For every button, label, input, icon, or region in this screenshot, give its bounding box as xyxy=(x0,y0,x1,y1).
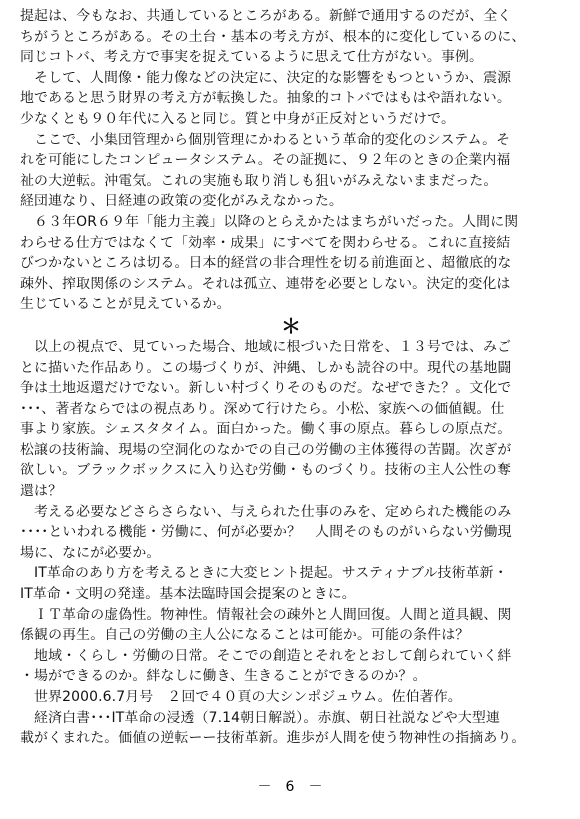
text-line: 少なくとも９０年代に入ると同じ。質と中身が正反対というだけで。 xyxy=(20,110,455,127)
paragraph xyxy=(20,337,562,502)
paragraph xyxy=(20,708,562,749)
text-line: 祉の大逆転。沖電気。これの実施も取り消しも狙いがみえないままだった。 xyxy=(20,172,498,189)
paragraph xyxy=(20,130,562,212)
text-line: ここで、小集団管理から個別管理にかわるという革命的変化のシステム。そ xyxy=(20,131,511,148)
text-line: 地であると思う財界の考え方が転換した。抽象的コトバではもはや語れない。 xyxy=(20,90,511,107)
paragraph xyxy=(20,646,562,687)
text-line: 世界2000.6.7月号 ２回で４０頁の大シンポジュウム。佐伯著作。 xyxy=(20,689,462,705)
paragraph xyxy=(20,6,562,68)
text-block-lower xyxy=(20,337,562,749)
text-line: わらせる仕方ではなくて「効率・成果」にすべてを関わらせる。これに直接結 xyxy=(20,234,511,251)
text-line: 経団連なり、日経連の政策の変化がみえなかった。 xyxy=(20,193,343,210)
text-line: ････といわれる機能・労働に、何が必要か？ 人間そのものがいらない労働現 xyxy=(20,524,512,541)
text-line: 生じていることが見えているか。 xyxy=(20,296,231,313)
text-line: IT革命のあり方を考えるときに大変ヒント提起。サスティナブル技術革新・ xyxy=(20,565,508,582)
text-line: ６３年OR６９年「能力主義」以降のとらえかたはまちがいだった。人間に関 xyxy=(20,213,519,230)
paragraph xyxy=(20,687,562,708)
text-line: びつかないところは切る。日本的経営の非合理性を切る前進面と、超徹底的な xyxy=(20,255,512,272)
paragraph xyxy=(20,68,562,130)
paragraph xyxy=(20,605,562,646)
text-line: 欲しい。ブラックボックスに入り込む労働・ものづくり。技術の主人公性の奪 xyxy=(20,462,512,479)
text-line: れを可能にしたコンピュータシステム。その証拠に、９２年のときの企業内福 xyxy=(20,152,511,169)
section-separator: ＊ xyxy=(281,313,301,338)
text-line: 載がくまれた。価値の逆転ーー技術革新。進歩が人間を使う物神性の指摘あり。 xyxy=(20,730,526,747)
text-line: とに描いた作品あり。この場づくりが、沖縄、しかも読谷の中。現代の基地闘 xyxy=(20,359,512,376)
text-line: 還は？ xyxy=(20,483,63,500)
text-line: ＩＴ革命の虚偽性。物神性。情報社会の疎外と人間回復。人間と道具観、関 xyxy=(20,606,512,623)
text-line: 疎外、搾取関係のシステム。それは孤立、連帯を必要としない。決定的変化は xyxy=(20,275,511,292)
paragraph xyxy=(20,502,562,564)
text-line: 考える必要などさらさらない、与えられた仕事のみを、定められた機能のみ xyxy=(20,503,512,520)
text-line: 以上の視点で、見ていった場合、地域に根づいた日常を、１３号では、みご xyxy=(20,338,512,355)
paragraph xyxy=(20,563,562,604)
text-line: IT革命・文明の発達。基本法臨時国会提案のときに。 xyxy=(20,586,356,603)
text-line: 場に、なにが必要か。 xyxy=(20,544,161,561)
text-line: 係観の再生。自己の労働の主人公になることは可能か。可能の条件は？ xyxy=(20,627,470,644)
text-line: 提起は、今もなお、共通しているところがある。新鮮で通用するのだが、全く xyxy=(20,8,512,24)
text-line: 同じコトバ、考え方で事実を捉えているように思えて仕方がない。事例。 xyxy=(20,49,484,66)
text-line: そして、人間像・能力像などの決定に、決定的な影響をもつというか、震源 xyxy=(20,69,512,86)
text-line: ちがうところがある。その土台・基本の考え方が、根本的に変化しているのに、 xyxy=(20,28,526,45)
text-line: 事より家族。シェスタタイム。面白かった。働く事の原点。暮らしの原点だ。 xyxy=(20,421,512,438)
text-line: 争は土地返還だけでない。新しい村づくりそのものだ。なぜできた？。文化で xyxy=(20,380,512,397)
text-line: 地域・くらし・労働の日常。そこでの創造とそれをとおして創られていく絆 xyxy=(20,647,512,664)
text-line: 松譲の技術論、現場の空洞化のなかでの自己の労働の主体獲得の苦闘。次ぎが xyxy=(20,441,512,458)
text-line: ･･･、著者ならではの視点あり。深めて行けたら。小松、家族への価値観。仕 xyxy=(20,400,505,417)
text-block-upper xyxy=(20,6,562,315)
page-number: － 6 － xyxy=(257,779,323,795)
paragraph xyxy=(20,212,562,315)
text-line: 経済白書･･･IT革命の浸透（7.14朝日解説）。赤旗、朝日社説などや大型連 xyxy=(20,709,500,726)
text-line: ・場ができるのか。絆なしに働き、生きることができるのか？。 xyxy=(20,668,427,685)
